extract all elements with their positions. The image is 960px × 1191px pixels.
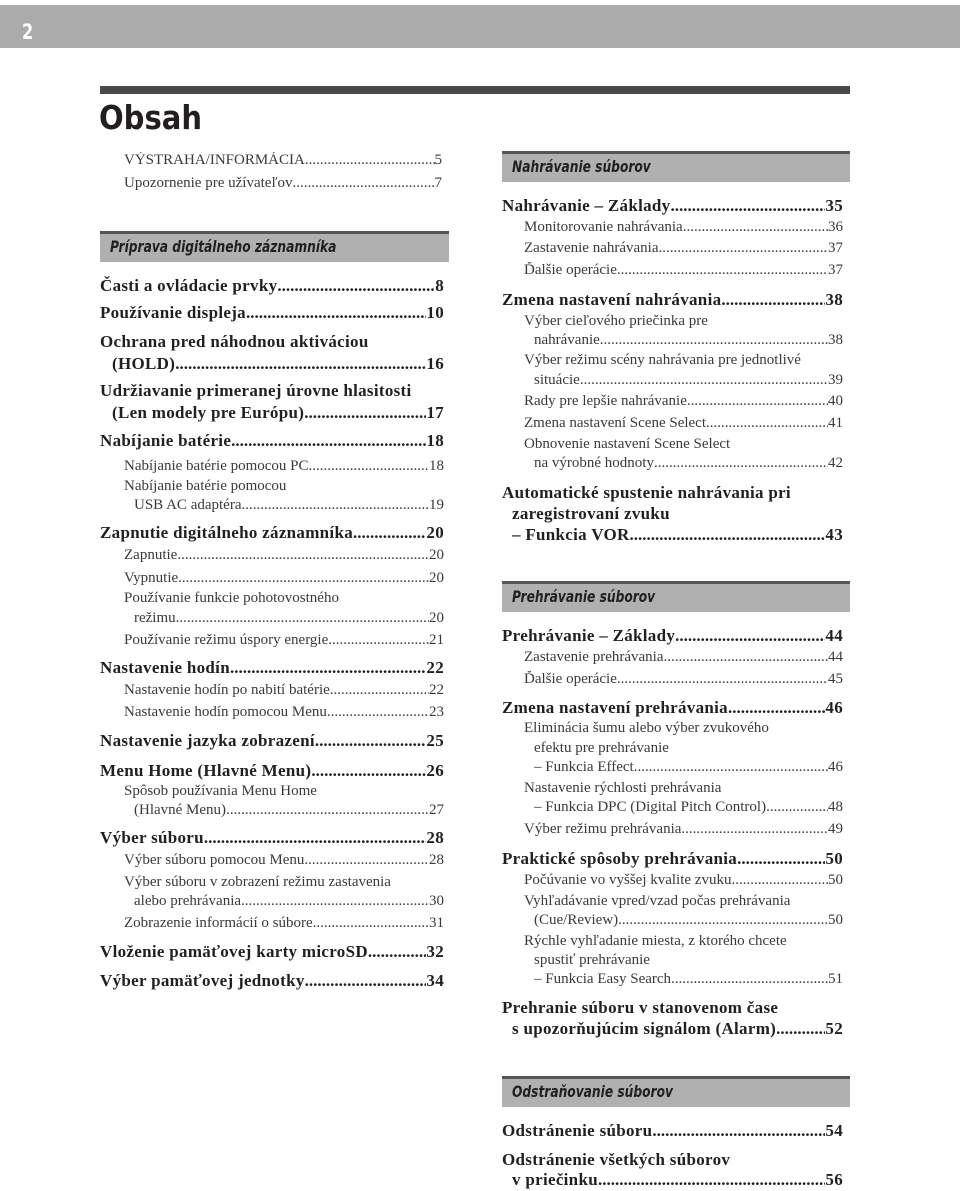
dot-leader [630,525,826,545]
toc-entry-text [534,740,843,757]
dot-leader [652,1121,825,1141]
toc-page-number: 22 [429,682,444,698]
toc-page-number: 51 [828,971,843,987]
toc-entry[interactable] [100,828,444,848]
toc-entry[interactable] [524,649,843,666]
toc-entry-label: Nabíjanie batérie [100,431,232,450]
toc-page-number: 10 [426,303,444,322]
toc-page-number: 44 [825,626,843,645]
toc-page-number: 7 [434,175,442,191]
toc-entry[interactable] [100,658,444,678]
toc-entry-label: Nastavenie hodín [100,658,230,677]
dot-leader [664,649,828,666]
toc-entry-text [502,483,843,503]
toc-entry-label: Nastavenie hodín po nabití batérie [124,682,330,698]
toc-entry[interactable] [524,240,843,257]
toc-entry[interactable] [124,175,442,192]
toc-entry-label: spustiť prehrávanie [534,952,650,968]
dot-leader [226,802,429,819]
dot-leader [618,912,828,929]
toc-page-number: 22 [426,658,444,677]
toc-page-number: 38 [828,332,843,348]
toc-entry-text [524,313,843,330]
toc-page-number: 8 [435,276,444,295]
dot-leader [368,942,426,962]
toc-entry[interactable] [534,912,843,929]
toc-entry-text [100,332,444,352]
dot-leader [327,704,429,721]
toc-entry[interactable] [502,196,843,216]
toc-entry[interactable] [524,219,843,236]
dot-leader [305,971,427,991]
toc-entry-label: (Hlavné Menu) [134,802,227,818]
section-header [502,151,850,182]
toc-entry[interactable] [134,802,444,819]
dot-leader [177,547,429,564]
toc-entry-label: Výber súboru v zobrazení režimu zastavenia [124,874,391,890]
toc-entry-label: Výber cieľového priečinka pre [524,313,708,329]
toc-page-number: 31 [429,915,444,931]
toc-entry[interactable] [112,403,444,423]
toc-page-number: 46 [828,759,843,775]
toc-entry[interactable] [100,303,444,323]
toc-entry-label: Spôsob používania Menu Home [124,783,317,799]
toc-entry-label: Prehrávanie – Základy [502,626,676,645]
toc-entry[interactable] [534,455,843,472]
toc-page-number: 45 [828,671,843,687]
toc-entry-label: alebo prehrávania [134,893,242,909]
toc-entry-label: Zmena nastavení nahrávania [502,290,722,309]
toc-entry[interactable] [524,872,843,889]
toc-entry-text [100,381,444,401]
toc-entry-label: Monitorovanie nahrávania [524,219,683,235]
toc-entry-label: (HOLD) [112,354,176,373]
toc-entry-label: Automatické spustenie nahrávania pri [502,483,791,502]
toc-page-number: 52 [825,1019,843,1038]
toc-entry-label: Výber pamäťovej jednotky [100,971,305,990]
toc-entry-label: Nastavenie hodín pomocou Menu [124,704,327,720]
dot-leader [241,893,429,910]
dot-leader [675,626,825,646]
toc-entry-label: Vyhľadávanie vpred/vzad počas prehrávania [524,893,791,909]
toc-page-number: 50 [828,912,843,928]
dot-leader [766,799,828,816]
toc-page-number: 40 [828,393,843,409]
toc-page-number: 46 [825,698,843,717]
toc-entry-label: – Funkcia Effect [534,759,634,775]
toc-entry-label: nahrávanie [534,332,600,348]
toc-entry-label: režimu [134,610,176,626]
toc-entry[interactable] [100,761,444,781]
toc-entry[interactable] [124,704,444,721]
toc-page-number: 25 [426,731,444,750]
toc-entry[interactable] [534,799,843,816]
toc-entry-label: Výber režimu scény nahrávania pre jednotlivé [524,352,801,368]
dot-leader [617,671,828,688]
toc-entry-label: Používanie režimu úspory energie [124,632,329,648]
toc-entry[interactable] [534,332,843,349]
dot-leader [175,354,426,374]
toc-entry-label: (Cue/Review) [534,912,619,928]
toc-entry[interactable] [502,290,843,310]
toc-page-number: 56 [825,1170,843,1189]
toc-entry-label: (Len modely pre Európu) [112,403,305,422]
toc-entry[interactable] [134,497,444,514]
toc-page-number: 44 [828,649,843,665]
toc-entry[interactable] [112,354,444,374]
toc-entry-label: Nabíjanie batérie pomocou PC [124,458,309,474]
toc-entry-label: Ďalšie operácie [524,671,617,687]
toc-page-number: 20 [429,610,444,626]
dot-leader [311,761,426,781]
toc-entry-label: Eliminácia šumu alebo výber zvukového [524,720,769,736]
dot-leader [176,610,429,627]
toc-entry[interactable] [524,262,843,279]
toc-entry-label: na výrobné hodnoty [534,455,654,471]
toc-entry-label: – Funkcia VOR [512,525,630,544]
section-title: Odstraňovanie súborov [512,1082,673,1101]
toc-page-number: 23 [429,704,444,720]
toc-page-number: 20 [426,523,444,542]
dot-leader [204,828,427,848]
toc-page-number: 34 [426,971,444,990]
toc-entry-label: Obnovenie nastavení Scene Select [524,436,731,452]
dot-leader [731,872,828,889]
toc-page-number: 26 [426,761,444,780]
dot-leader [304,403,426,423]
section-header [502,581,850,612]
toc-entry[interactable] [524,393,843,410]
dot-leader [600,332,828,349]
toc-page-number: 30 [429,893,444,909]
toc-page-number: 42 [828,455,843,471]
dot-leader [728,698,825,718]
toc-page-number: 32 [426,942,444,961]
toc-entry-text [524,893,843,910]
toc-entry-label: Nabíjanie batérie pomocou [124,478,287,494]
toc-entry-text [502,1150,843,1170]
toc-entry[interactable] [502,626,843,646]
toc-entry[interactable] [534,759,843,776]
toc-entry[interactable] [512,525,843,545]
toc-entry-text [534,952,843,969]
dot-leader [617,262,828,279]
toc-page-number: 41 [828,415,843,431]
toc-entry-text [524,933,843,950]
toc-entry-label: Praktické spôsoby prehrávania [502,849,738,868]
toc-page-number: 43 [825,525,843,544]
toc-entry[interactable] [100,523,444,543]
dot-leader [330,682,429,699]
dot-leader [315,731,426,751]
toc-entry-text [524,720,843,737]
toc-entry-label: Zastavenie prehrávania [524,649,664,665]
toc-page-number: 28 [426,828,444,847]
toc-entry[interactable] [100,276,444,296]
dot-leader [178,570,429,587]
dot-leader [687,393,828,410]
toc-page-number: 38 [825,290,843,309]
dot-leader [231,431,426,451]
toc-entry-label: v priečinku [512,1170,598,1189]
toc-entry[interactable] [124,682,444,699]
toc-page-number: 50 [825,849,843,868]
dot-leader [598,1170,825,1190]
toc-page-number: 48 [828,799,843,815]
dot-leader [241,497,429,514]
toc-entry-text [502,998,843,1018]
toc-entry[interactable] [512,1019,843,1039]
toc-entry[interactable] [524,671,843,688]
toc-entry[interactable] [100,431,444,451]
page-title: Obsah [99,98,203,137]
toc-page-number: 20 [429,570,444,586]
dot-leader [328,632,429,649]
toc-page-number: 17 [426,403,444,422]
section-title: Príprava digitálneho záznamníka [110,237,337,256]
toc-entry-label: Ochrana pred náhodnou aktiváciou [100,332,369,351]
toc-entry-text [524,352,843,369]
toc-entry[interactable] [524,821,843,838]
toc-entry-label: Odstránenie súboru [502,1121,653,1140]
toc-page-number: 21 [429,632,444,648]
toc-page-number: 5 [434,152,442,168]
toc-entry-label: Udržiavanie primeranej úrovne hlasitosti [100,381,412,400]
toc-entry-label: Vypnutie [124,570,179,586]
toc-entry[interactable] [512,1170,843,1190]
toc-page-number: 35 [825,196,843,215]
toc-entry-label: s upozorňujúcim signálom (Alarm) [512,1019,777,1038]
toc-entry[interactable] [502,698,843,718]
dot-leader [776,1019,825,1039]
toc-entry-label: Vloženie pamäťovej karty microSD [100,942,368,961]
toc-entry-label: – Funkcia DPC (Digital Pitch Control) [534,799,767,815]
dot-leader [683,219,828,236]
toc-entry-label: Rady pre lepšie nahrávanie [524,393,687,409]
dot-leader [670,196,825,216]
toc-entry-label: Časti a ovládacie prvky [100,276,278,295]
toc-entry[interactable] [502,1121,843,1141]
dot-leader [309,458,429,475]
toc-entry-label: situácie [534,372,580,388]
toc-entry-label: Výber režimu prehrávania [524,821,682,837]
toc-page-number: 18 [429,458,444,474]
toc-entry-label: Zmena nastavení prehrávania [502,698,728,717]
toc-entry[interactable] [124,547,444,564]
toc-entry-text [124,783,444,800]
toc-page-number: 19 [429,497,444,513]
section-title: Nahrávanie súborov [512,157,651,176]
toc-page-number: 50 [828,872,843,888]
dot-leader [277,276,435,296]
toc-entry-text [124,478,444,495]
toc-entry-label: Zapnutie [124,547,178,563]
toc-entry-label: Výber súboru [100,828,204,847]
toc-entry-text [524,780,843,797]
toc-page-number: 18 [426,431,444,450]
toc-entry-text [512,504,843,524]
toc-entry[interactable] [124,632,444,649]
toc-page-number: 37 [828,240,843,256]
toc-entry-label: Menu Home (Hlavné Menu) [100,761,312,780]
toc-entry[interactable] [100,731,444,751]
toc-entry-label: Počúvanie vo vyššej kvalite zvuku [524,872,732,888]
dot-leader [706,415,828,432]
section-title: Prehrávanie súborov [512,587,656,606]
toc-entry-label: efektu pre prehrávanie [534,740,669,756]
toc-entry-label: zaregistrovaní zvuku [512,504,670,523]
section-header [100,231,449,262]
dot-leader [353,523,426,543]
toc-page-number: 39 [828,372,843,388]
toc-entry[interactable] [134,893,444,910]
dot-leader [634,759,828,776]
toc-entry-label: Výber súboru pomocou Menu [124,852,305,868]
dot-leader [230,658,426,678]
toc-entry-label: Nastavenie rýchlosti prehrávania [524,780,722,796]
dot-leader [659,240,828,257]
section-header [502,1076,850,1107]
toc-entry-label: Upozornenie pre užívateľov [124,175,293,191]
dot-leader [305,152,435,169]
toc-entry-label: Nastavenie jazyka zobrazení [100,731,315,750]
toc-entry[interactable] [124,458,444,475]
toc-page-number: 20 [429,547,444,563]
toc-entry-text [524,436,843,453]
toc-entry[interactable] [100,971,444,991]
dot-leader [721,290,825,310]
dot-leader [737,849,825,869]
toc-page-number: 16 [426,354,444,373]
toc-entry-label: Používanie displeja [100,303,246,322]
toc-left-column [100,0,450,1191]
toc-page-number: 54 [825,1121,843,1140]
dot-leader [246,303,426,323]
toc-page-number: 49 [828,821,843,837]
page-number: 2 [22,20,34,44]
toc-entry-label: – Funkcia Easy Search [534,971,672,987]
dot-leader [654,455,828,472]
toc-page-number: 27 [429,802,444,818]
dot-leader [671,971,828,988]
toc-page-number: 37 [828,262,843,278]
toc-entry[interactable] [534,971,843,988]
toc-entry-label: Ďalšie operácie [524,262,617,278]
toc-entry[interactable] [124,852,444,869]
dot-leader [580,372,828,389]
toc-entry-label: Zapnutie digitálneho záznamníka [100,523,354,542]
toc-entry-label: Zmena nastavení Scene Select [524,415,707,431]
dot-leader [313,915,429,932]
toc-right-column [502,0,852,1191]
toc-entry-text [124,590,444,607]
dot-leader [293,175,435,192]
toc-entry-label: VÝSTRAHA/INFORMÁCIA [124,152,305,168]
toc-entry-label: Prehranie súboru v stanovenom čase [502,998,779,1017]
toc-entry[interactable] [100,942,444,962]
toc-entry[interactable] [502,849,843,869]
toc-entry[interactable] [134,610,444,627]
toc-entry-label: Používanie funkcie pohotovostného [124,590,339,606]
dot-leader [681,821,828,838]
toc-entry[interactable] [534,372,843,389]
toc-entry[interactable] [124,152,442,169]
toc-entry[interactable] [524,415,843,432]
toc-entry-label: Odstránenie všetkých súborov [502,1150,731,1169]
toc-entry[interactable] [124,570,444,587]
toc-entry[interactable] [124,915,444,932]
toc-entry-label: Zobrazenie informácií o súbore [124,915,313,931]
toc-entry-label: Zastavenie nahrávania [524,240,659,256]
dot-leader [304,852,429,869]
toc-entry-text [124,874,444,891]
toc-entry-label: Rýchle vyhľadanie miesta, z ktorého chcete [524,933,787,949]
toc-page-number: 36 [828,219,843,235]
toc-entry-label: Nahrávanie – Základy [502,196,671,215]
toc-page-number: 28 [429,852,444,868]
toc-entry-label: USB AC adaptéra [134,497,242,513]
